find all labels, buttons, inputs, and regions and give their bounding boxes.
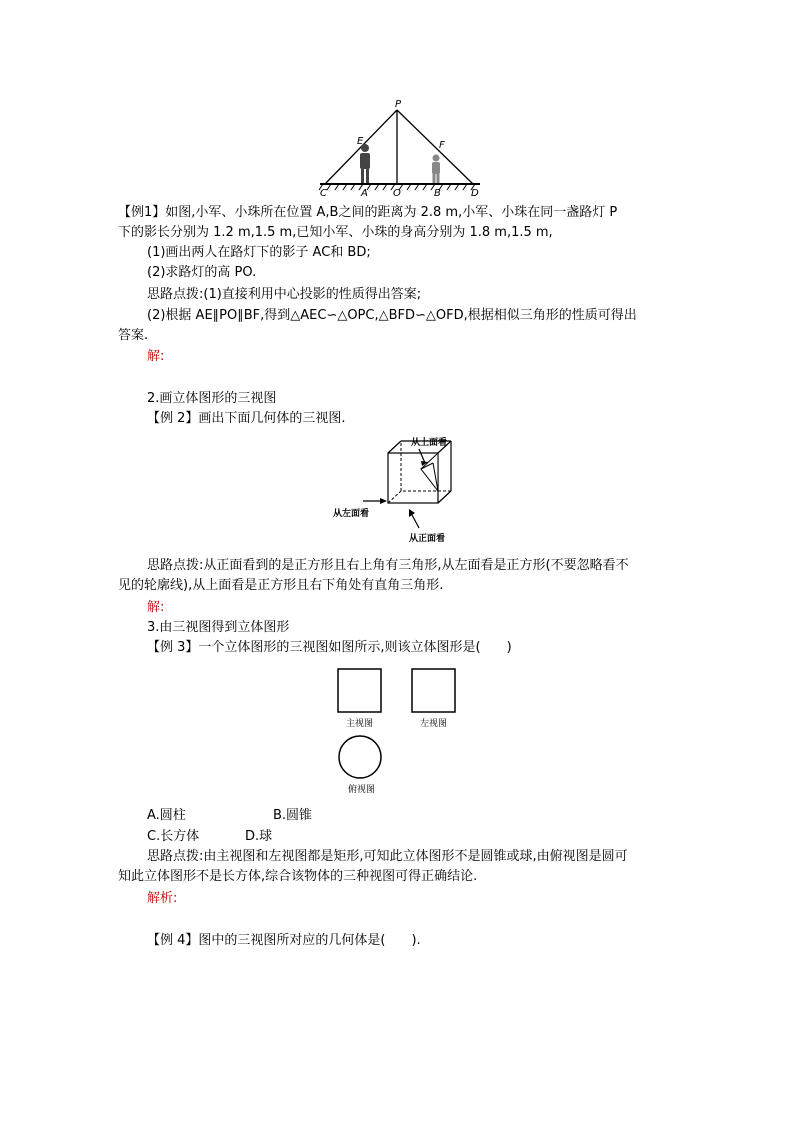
view-from-left-label: 从左面看 <box>333 509 370 519</box>
option-b: B.圆锥 <box>273 808 313 823</box>
label-p: P <box>395 99 402 110</box>
top-view-circle <box>339 736 381 778</box>
label-b: B <box>434 188 441 198</box>
lamp-figure <box>315 98 485 198</box>
view-from-front-label: 从正面看 <box>409 534 446 544</box>
top-view-label: 俯视图 <box>348 785 376 795</box>
ex1-line2: 下的影长分别为 1.2 m,1.5 m,已知小军、小珠的身高分别为 1.8 m,1.5 m, <box>118 225 553 240</box>
view-from-top-label: 从上面看 <box>411 438 448 448</box>
ex2-hint-b: 见的轮廓线),从上面看是正方形且右下角处有直角三角形. <box>118 578 444 593</box>
ex2-hint-a: 思路点拨:从正面看到的是正方形且右上角有三角形,从左面看是正方形(不要忽略看不 <box>147 558 629 573</box>
ex1-solution-label: 解: <box>147 349 165 364</box>
label-d: D <box>471 188 479 198</box>
front-view-square <box>338 669 381 712</box>
ex1-line1: 【例1】如图,小军、小珠所在位置 A,B之间的距离为 2.8 m,小军、小珠在同一盏路灯 P <box>118 205 618 220</box>
option-c: C.长方体 <box>147 829 200 844</box>
example-3-prompt: 【例 3】一个立体图形的三视图如图所示,则该立体图形是( ) <box>147 640 512 655</box>
person-b-icon <box>432 155 440 184</box>
ex1-hint2b: 答案. <box>118 328 149 343</box>
label-c: C <box>320 188 327 198</box>
option-d: D.球 <box>245 829 273 844</box>
ex1-q1: (1)画出两人在路灯下的影子 AC和 BD; <box>147 245 371 260</box>
ex1-hint2a: (2)根据 AE∥PO∥BF,得到△AEC∽△OPC,△BFD∽△OFD,根据相似三角形的性质可得出 <box>147 308 637 323</box>
ex3-hint-a: 思路点拨:由主视图和左视图都是矩形,可知此立体图形不是圆锥或球,由俯视图是圆可 <box>147 849 628 864</box>
label-f: F <box>439 140 445 151</box>
person-a-icon <box>360 144 370 183</box>
section-2-title: 2.画立体图形的三视图 <box>147 391 277 406</box>
label-e: E <box>357 136 364 147</box>
three-views-figure <box>330 664 470 798</box>
example-4-prompt: 【例 4】图中的三视图所对应的几何体是( ). <box>147 933 421 948</box>
option-a: A.圆柱 <box>147 808 186 823</box>
main-view-label: 主视图 <box>346 719 374 729</box>
label-a: A <box>361 188 368 198</box>
label-o: O <box>393 188 401 198</box>
ex3-hint-b: 知此立体图形不是长方体,综合该物体的三种视图可得正确结论. <box>118 869 478 884</box>
ex3-analysis-label: 解析: <box>147 891 178 906</box>
left-view-square <box>412 669 455 712</box>
left-view-label: 左视图 <box>420 719 448 729</box>
ex1-q2: (2)求路灯的高 PO. <box>147 265 257 280</box>
example-2-prompt: 【例 2】画出下面几何体的三视图. <box>147 411 346 426</box>
cube-figure <box>333 433 463 547</box>
section-3-title: 3.由三视图得到立体图形 <box>147 620 290 635</box>
ex1-hint1: 思路点拨:(1)直接利用中心投影的性质得出答案; <box>147 287 422 302</box>
ex2-solution-label: 解: <box>147 600 165 615</box>
